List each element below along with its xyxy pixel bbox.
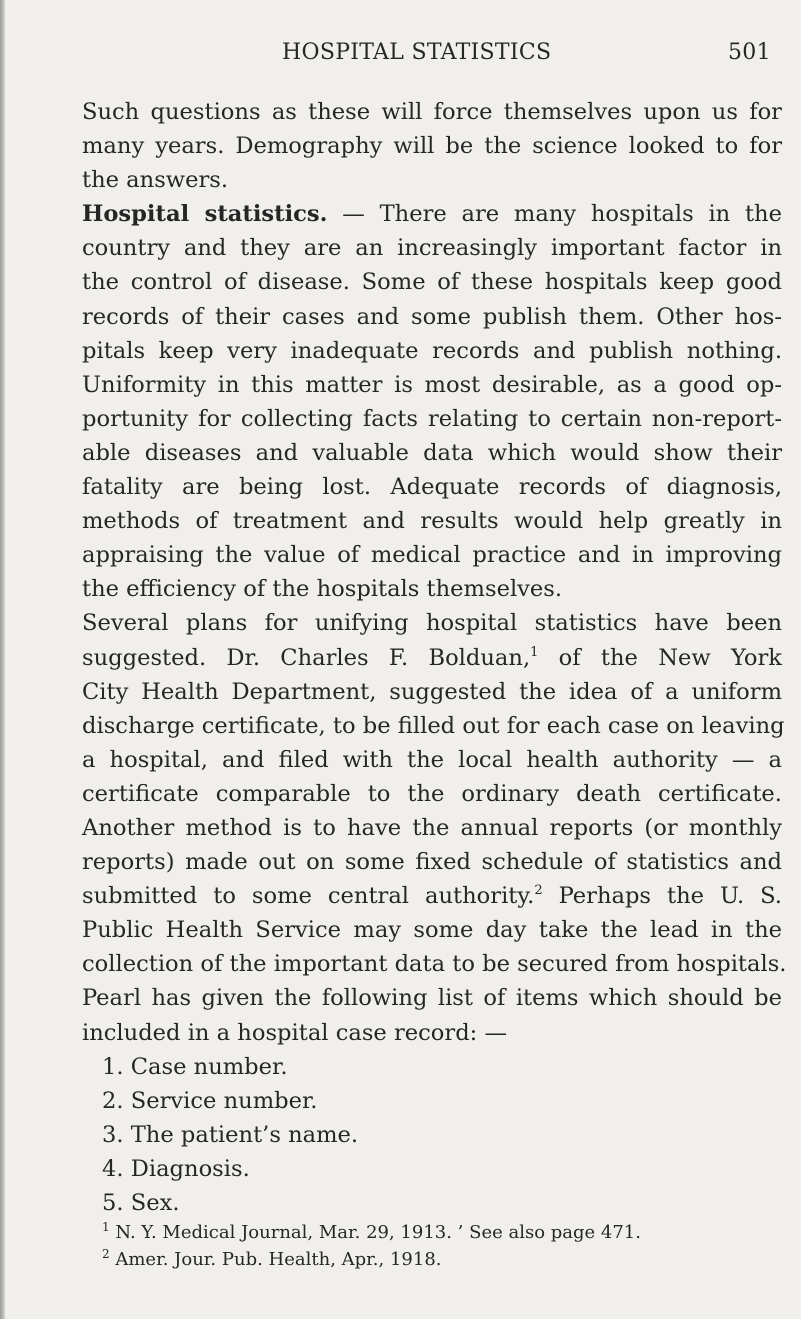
paragraph-text: submitted to some central authority. bbox=[82, 883, 535, 910]
paragraph-line: many years. Demography will be the science looked to for bbox=[82, 133, 782, 160]
paragraph-line: included in a hospital case record: — bbox=[82, 1019, 508, 1046]
paragraph-line: Public Health Service may some day take the lead in the bbox=[82, 917, 782, 944]
paragraph-line: Another method is to have the annual reports (or monthly bbox=[82, 814, 782, 841]
paragraph-line: the control of disease. Some of these hospitals keep good bbox=[82, 269, 782, 296]
paragraph-line bbox=[82, 197, 782, 231]
page-edge-shadow bbox=[0, 0, 5, 1319]
footnote-mark: 1 bbox=[102, 1220, 110, 1234]
paragraph-line: able diseases and valuable data which would show their bbox=[82, 439, 782, 466]
paragraph-line: reports) made out on some fixed schedule of statistics and bbox=[82, 849, 782, 876]
paragraph-line: methods of treatment and results would help greatly in bbox=[82, 508, 782, 535]
paragraph-line: Several plans for unifying hospital statistics have been bbox=[82, 610, 782, 637]
paragraph-line: a hospital, and filed with the local health authority — a bbox=[82, 746, 782, 773]
paragraph-line: City Health Department, suggested the idea of a uniform bbox=[82, 678, 782, 705]
list-item: 2. Service number. bbox=[102, 1087, 318, 1114]
paragraph-text: Perhaps the U. S. bbox=[542, 883, 782, 910]
footnote-ref: 1 bbox=[530, 644, 539, 660]
paragraph-line: portunity for collecting facts relating to certain non-report- bbox=[82, 405, 782, 432]
footnote-text: Amer. Jour. Pub. Health, Apr., 1918. bbox=[109, 1249, 442, 1270]
section-heading: Hospital statistics. bbox=[82, 201, 328, 228]
footnote bbox=[102, 1246, 641, 1273]
paragraph-line: discharge certificate, to be filled out for each case on leaving bbox=[82, 712, 785, 739]
list-item: 3. The patient’s name. bbox=[102, 1121, 359, 1148]
page-number: 501 bbox=[728, 40, 771, 65]
list-item: 1. Case number. bbox=[102, 1053, 288, 1080]
running-head-title: HOSPITAL STATISTICS bbox=[282, 40, 552, 65]
body-text bbox=[82, 95, 787, 1220]
paragraph-line: Pearl has given the following list of items which should be bbox=[82, 985, 782, 1012]
footnote-mark: 2 bbox=[102, 1247, 110, 1261]
paragraph-line: Such questions as these will force themselves upon us for bbox=[82, 99, 782, 125]
footnote-ref: 2 bbox=[534, 883, 543, 899]
paragraph-line: pitals keep very inadequate records and publish nothing. bbox=[82, 337, 782, 364]
paragraph-line: Uniformity in this matter is most desirable, as a good op- bbox=[82, 371, 782, 398]
paragraph-line: collection of the important data to be secured from hospitals. bbox=[82, 951, 787, 978]
paragraph-line: the answers. bbox=[82, 167, 229, 194]
paragraph-text: of the New York bbox=[538, 644, 782, 671]
paragraph-line: records of their cases and some publish them. Other hos- bbox=[82, 303, 782, 330]
footnote bbox=[102, 1219, 641, 1246]
paragraph-line: certificate comparable to the ordinary death certificate. bbox=[82, 780, 782, 807]
list-item: 4. Diagnosis. bbox=[102, 1155, 250, 1182]
paragraph-line: appraising the value of medical practice and in improving bbox=[82, 542, 782, 569]
paragraph-line: country and they are an increasingly important factor in bbox=[82, 235, 782, 262]
footnote-text: N. Y. Medical Journal, Mar. 29, 1913. ’ See also page 471. bbox=[109, 1222, 641, 1243]
paragraph-line: fatality are being lost. Adequate records of diagnosis, bbox=[82, 474, 782, 501]
paragraph-line bbox=[82, 641, 782, 675]
paragraph-line bbox=[82, 879, 782, 913]
paragraph-text: — There are many hospitals in the bbox=[327, 201, 782, 228]
paragraph-text: suggested. Dr. Charles F. Bolduan, bbox=[82, 644, 531, 671]
paragraph-line: the efficiency of the hospitals themselves. bbox=[82, 576, 563, 603]
footnotes bbox=[102, 1219, 641, 1273]
list-item: 5. Sex. bbox=[102, 1190, 180, 1216]
